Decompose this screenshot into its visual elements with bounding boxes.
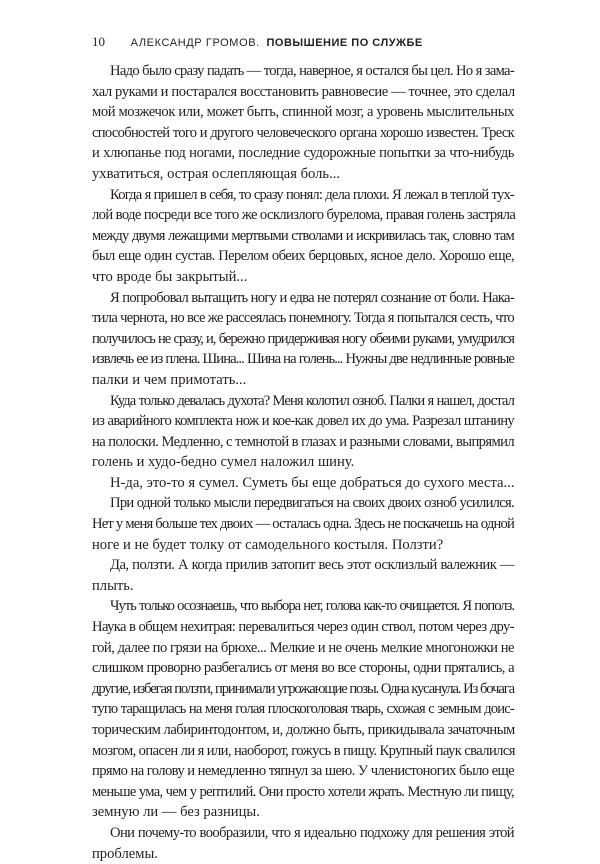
text-line: способностей того и другого человеческого органа хорошо известен. Треск: [92, 124, 514, 141]
text-line: лой воде посреди все того же осклизлого бурелома, правая голень застряла: [92, 207, 516, 224]
text-line: что вроде бы закрытый...: [92, 268, 248, 285]
body-text: [92, 61, 514, 864]
text-line: мой мозжечок или, может быть, спинной мозг, а уровень мыслительных: [92, 104, 514, 121]
text-line: меньше ума, чем у рептилий. Они просто хотели жрать. Местную ли пищу,: [92, 783, 514, 800]
page-number: 10: [92, 34, 105, 49]
author-name: АЛЕКСАНДР ГРОМОВ.: [130, 37, 260, 49]
text-line: и хлюпанье под ногами, последние судорожные попытки за что-нибудь: [92, 145, 514, 162]
text-line: При одной только мысли передвигаться на своих двоих озноб усилился.: [110, 495, 514, 512]
text-line: Они почему-то вообразили, что я идеально подхожу для решения этой: [110, 824, 514, 841]
text-line: получилось не сразу, и, бережно придерживая ногу обеими руками, умудрился: [92, 330, 514, 347]
text-line: земную ли — без разницы.: [92, 804, 260, 821]
text-line: Наука в общем нехитрая: перевалиться через один ствол, потом через дру-: [92, 619, 514, 636]
text-line: тила чернота, но все же рассеялась понемногу. Тогда я попытался сесть, что: [92, 310, 514, 327]
running-header: [92, 34, 532, 54]
text-line: из аварийного комплекта нож и кое-как довел их до ума. Разрезал штанину: [92, 413, 514, 430]
text-line: слишком проворно разбегались от меня во все стороны, одни прятались, а: [92, 660, 514, 677]
text-line: прямо на голову и немедленно тяпнул за шею. У членистоногих было еще: [92, 763, 514, 780]
text-line: плыть.: [92, 577, 134, 594]
text-line: извлечь ее из плена. Шина... Шина на голень... Нужны две недлинные ровные: [92, 351, 514, 368]
text-line: Куда только девалась духота? Меня колотил озноб. Палки я нашел, достал: [110, 392, 514, 409]
text-line: на полоски. Медленно, с темнотой в глазах и разными словами, выпрямил: [92, 433, 514, 450]
text-line: Н-да, это-то я сумел. Суметь бы еще добраться до сухого места...: [110, 474, 515, 491]
text-line: проблемы.: [92, 845, 158, 862]
text-line: Да, ползти. А когда прилив затопит весь этот осклизлый валежник —: [110, 557, 514, 574]
text-line: палки и чем примотать...: [92, 371, 247, 388]
text-line: хал руками и постарался восстановить равновесие — точнее, это сделал: [92, 83, 515, 100]
text-line: Когда я пришел в себя, то сразу понял: дела плохи. Я лежал в теплой тух-: [110, 186, 514, 203]
text-line: Надо было сразу падать — тогда, наверное, я остался бы цел. Но я зама-: [110, 63, 514, 79]
text-line: был еще один сустав. Перелом обеих берцовых, ясное дело. Хорошо еще,: [92, 248, 514, 265]
book-title: ПОВЫШЕНИЕ ПО СЛУЖБЕ: [266, 37, 423, 49]
text-line: гой, далее по грязи на брюхе... Мелкие и не очень мелкие многоножки не: [92, 639, 514, 656]
text-line: ноге и не будет толку от самодельного костыля. Ползти?: [92, 536, 444, 553]
text-line: другие, избегая ползти, принимали угрожающие позы. Одна кусанула. Из бочага: [92, 680, 514, 697]
text-line: между двумя лежащими мертвыми стволами и искривилась так, словно там: [92, 227, 514, 244]
text-line: голень и худо-бедно сумел наложил шину.: [92, 454, 355, 471]
text-line: мозгом, опасен ли я или, наоборот, гожусь в пищу. Крупный паук свалился: [92, 742, 515, 759]
text-line: Я попробовал вытащить ногу и едва не потерял сознание от боли. Нака-: [110, 289, 514, 306]
text-line: торическим лабиринтодонтом, и, должно быть, прикидывала зачаточным: [92, 722, 515, 738]
text-line: ухватиться, острая ослепляющая боль...: [92, 165, 341, 182]
text-line: тупо таращилась на меня голая плоскоголовая тварь, схожая с земным доис-: [92, 701, 514, 718]
text-line: Нет у меня больше тех двоих — осталась одна. Здесь не поскачешь на одной: [92, 516, 514, 533]
text-line: Чуть только осознаешь, что выбора нет, голова как-то очищается. Я пополз.: [110, 598, 514, 615]
